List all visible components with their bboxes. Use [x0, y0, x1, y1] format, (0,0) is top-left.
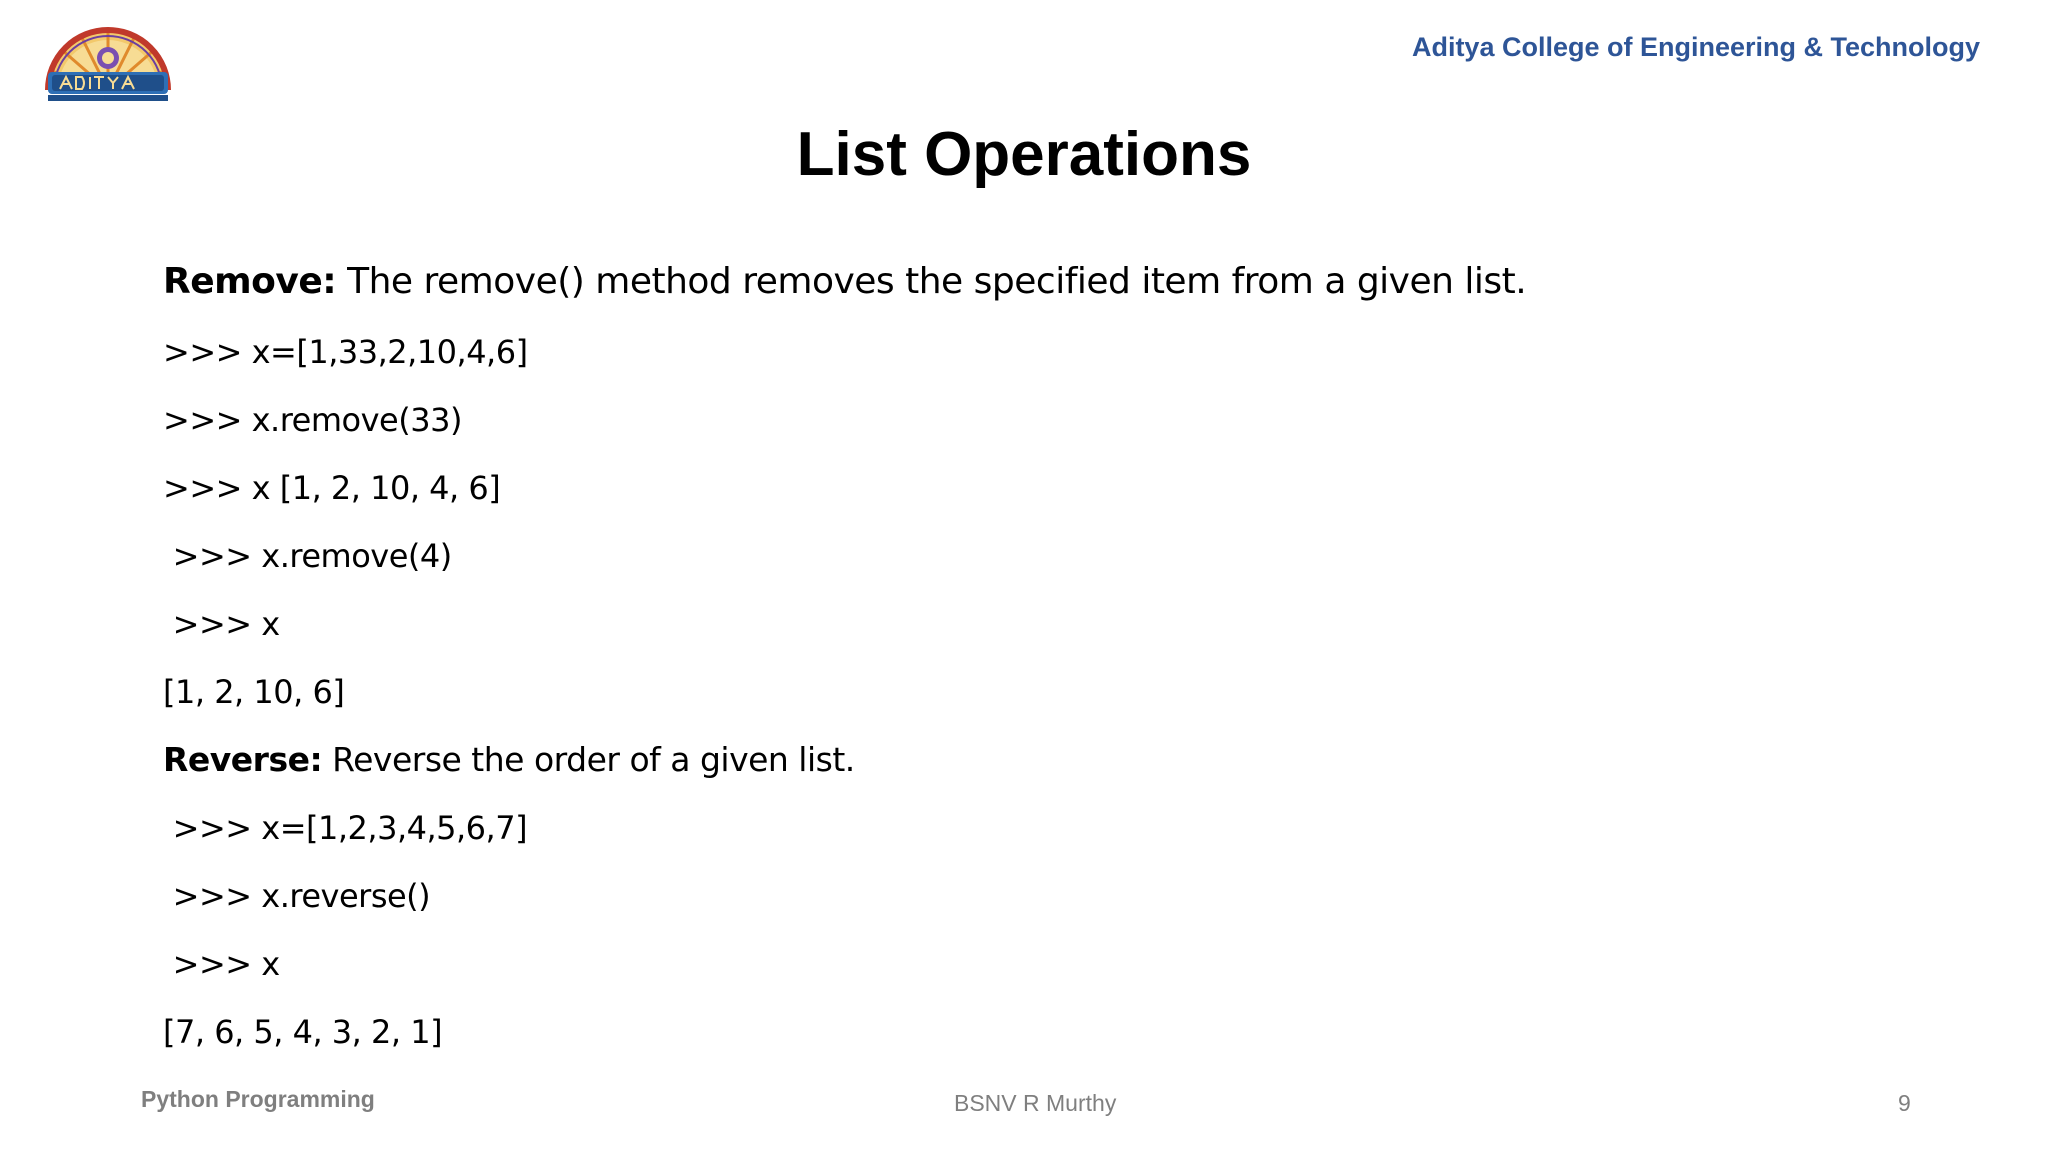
code-line: >>> x.remove(33): [163, 401, 462, 439]
reverse-label: Reverse:: [163, 740, 323, 779]
code-line: >>> x: [163, 945, 280, 983]
code-output: [1, 2, 10, 6]: [163, 673, 345, 711]
remove-label: Remove:: [163, 261, 337, 302]
slide-content: [163, 250, 1913, 1066]
footer-course: Python Programming: [141, 1086, 375, 1112]
reverse-description: [163, 726, 1913, 794]
remove-description: [163, 250, 1913, 314]
code-line: >>> x=[1,33,2,10,4,6]: [163, 333, 528, 371]
code-output: [7, 6, 5, 4, 3, 2, 1]: [163, 1013, 443, 1051]
aditya-college-logo-icon: [40, 20, 176, 104]
code-line: >>> x: [163, 605, 280, 643]
college-name: Aditya College of Engineering & Technology: [1411, 32, 1980, 62]
remove-text: The remove() method removes the specified item from a given list.: [336, 261, 1527, 302]
code-line: >>> x [1, 2, 10, 4, 6]: [163, 469, 501, 507]
footer-author: BSNV R Murthy: [954, 1090, 1117, 1116]
reverse-text: Reverse the order of a given list.: [322, 740, 855, 779]
slide-title: List Operations: [796, 120, 1252, 189]
code-line: >>> x.reverse(): [163, 877, 431, 915]
code-line: >>> x=[1,2,3,4,5,6,7]: [163, 809, 528, 847]
page-number: 9: [1898, 1090, 1911, 1116]
code-line: >>> x.remove(4): [163, 537, 452, 575]
